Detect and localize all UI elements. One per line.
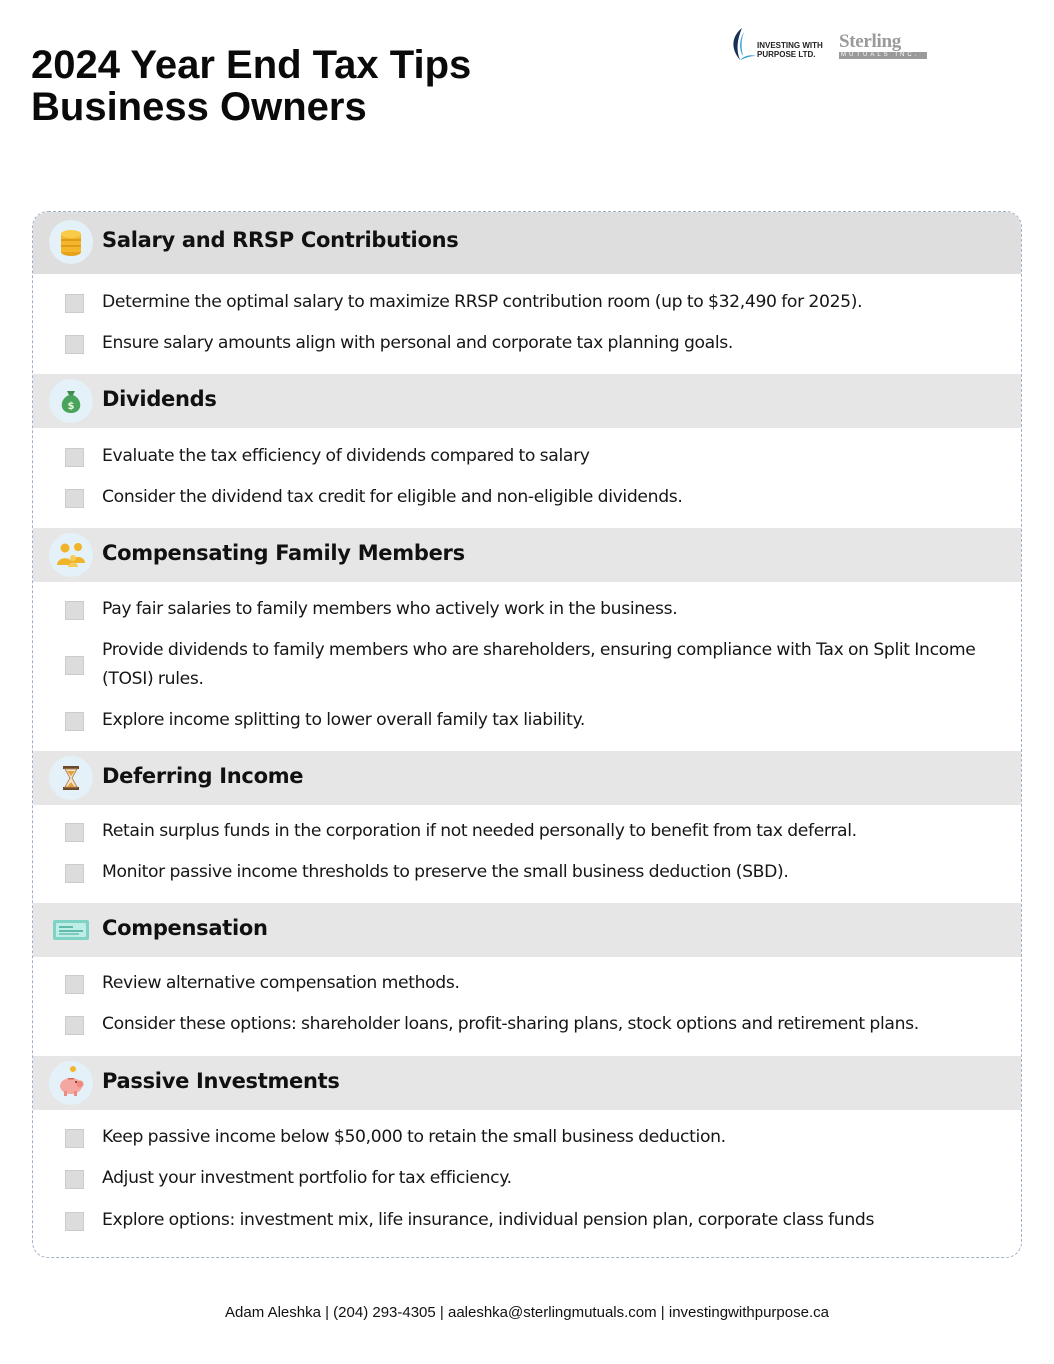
- section-header: [33, 1056, 1021, 1110]
- checkbox[interactable]: [65, 656, 84, 675]
- section-compensation: [33, 903, 1021, 1034]
- item-text: Consider these options: shareholder loans, profit-sharing plans, stock options and retirement plans.: [102, 1014, 919, 1034]
- title-line-2: Business Owners: [31, 85, 367, 129]
- section-title: Dividends: [102, 387, 217, 411]
- checkbox[interactable]: [65, 294, 84, 313]
- checklist-card: [32, 211, 1022, 1258]
- item-text: Provide dividends to family members who are shareholders, ensuring compliance with Tax on Split Income (TOSI) rules.: [102, 640, 976, 689]
- sterling-mutuals-logo: [839, 32, 927, 59]
- section-passive-investments: [33, 1056, 1021, 1230]
- checkbox[interactable]: [65, 1170, 84, 1189]
- section-title: Deferring Income: [102, 764, 304, 788]
- iwp-logo-line-2: PURPOSE LTD.: [757, 50, 816, 59]
- svg-text:$: $: [67, 401, 75, 412]
- checkbox[interactable]: [65, 712, 84, 731]
- section-header: [33, 212, 1021, 274]
- swoosh-icon: [728, 26, 758, 66]
- checkbox[interactable]: [65, 335, 84, 354]
- cheque-icon: [49, 908, 93, 952]
- item-text: Pay fair salaries to family members who actively work in the business.: [102, 599, 678, 619]
- item-text: Retain surplus funds in the corporation if not needed personally to benefit from tax deferral.: [102, 821, 857, 841]
- item-text: Adjust your investment portfolio for tax efficiency.: [102, 1168, 512, 1188]
- section-family-members: [33, 528, 1021, 730]
- item-text: Keep passive income below $50,000 to retain the small business deduction.: [102, 1127, 726, 1147]
- item-text: Consider the dividend tax credit for eligible and non-eligible dividends.: [102, 487, 683, 507]
- item-text: Explore income splitting to lower overall family tax liability.: [102, 710, 585, 730]
- section-title: Passive Investments: [102, 1069, 340, 1093]
- checkbox[interactable]: [65, 601, 84, 620]
- item-text: Explore options: investment mix, life insurance, individual pension plan, corporate class funds: [102, 1210, 875, 1230]
- money-bag-icon: [49, 379, 93, 423]
- investing-with-purpose-logo: [728, 26, 832, 66]
- coins-icon: [49, 220, 93, 264]
- section-title: Salary and RRSP Contributions: [102, 228, 459, 252]
- item-text: Review alternative compensation methods.: [102, 973, 460, 993]
- iwp-logo-line-1: INVESTING WITH: [757, 41, 823, 50]
- sterling-logo-sub: MUTUALS INC.: [839, 52, 927, 59]
- checkbox[interactable]: [65, 823, 84, 842]
- checkbox[interactable]: [65, 864, 84, 883]
- item-text: Ensure salary amounts align with personal and corporate tax planning goals.: [102, 333, 734, 353]
- section-header: [33, 374, 1021, 428]
- item-text: Evaluate the tax efficiency of dividends compared to salary: [102, 446, 590, 466]
- checkbox[interactable]: [65, 448, 84, 467]
- footer-contact: Adam Aleshka | (204) 293-4305 | aaleshka@sterlingmutuals.com | investingwithpurpose.ca: [225, 1304, 829, 1321]
- checkbox[interactable]: [65, 975, 84, 994]
- item-text: Determine the optimal salary to maximize RRSP contribution room (up to $32,490 for 2025).: [102, 292, 863, 312]
- item-text: Monitor passive income thresholds to preserve the small business deduction (SBD).: [102, 862, 789, 882]
- section-title: Compensating Family Members: [102, 541, 465, 565]
- title-line-1: 2024 Year End Tax Tips: [31, 43, 472, 87]
- section-header: [33, 528, 1021, 582]
- hourglass-icon: [49, 756, 93, 800]
- logos: [728, 26, 928, 70]
- section-title: Compensation: [102, 916, 268, 940]
- checkbox[interactable]: [65, 489, 84, 508]
- section-deferring-income: [33, 751, 1021, 882]
- checkbox[interactable]: [65, 1016, 84, 1035]
- section-header: [33, 751, 1021, 805]
- piggy-bank-icon: [49, 1061, 93, 1105]
- section-salary-rrsp: [33, 212, 1021, 353]
- page-title: [31, 44, 471, 128]
- sterling-logo-name: Sterling: [839, 31, 901, 52]
- section-header: [33, 903, 1021, 957]
- family-icon: [49, 533, 93, 577]
- checkbox[interactable]: [65, 1129, 84, 1148]
- section-dividends: [33, 374, 1021, 507]
- checkbox[interactable]: [65, 1212, 84, 1231]
